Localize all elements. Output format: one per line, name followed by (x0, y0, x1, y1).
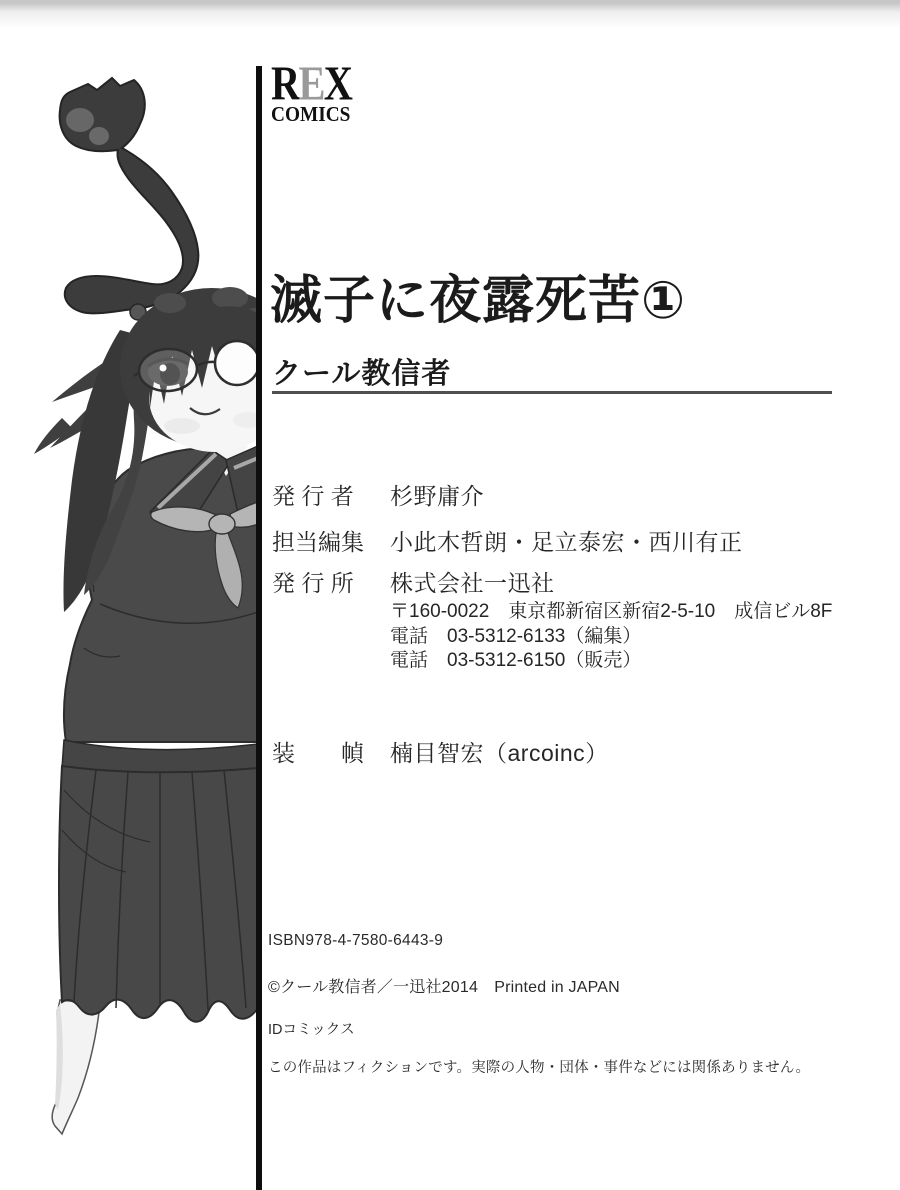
rex-comics-logo (271, 56, 364, 126)
author-name: クール教信者 (272, 358, 452, 390)
colophon-row-binding-design (272, 735, 609, 768)
isbn-text: ISBN978-4-7580-6443-9 (268, 932, 444, 949)
logo-rex-text: REX (271, 56, 352, 111)
row-label: 発 行 所 (272, 570, 354, 596)
character-illustration (0, 0, 258, 1190)
row-label: 担当編集 (272, 529, 364, 555)
vertical-divider (256, 66, 262, 1190)
row-value: 杉野庸介 (390, 483, 484, 509)
colophon-row-publisher (272, 478, 484, 511)
row-value: 株式会社一迅社 (390, 570, 555, 596)
row-value: 小此木哲朗・足立泰宏・西川有正 (390, 529, 743, 555)
row-value: 楠目智宏（arcoinc） (390, 740, 609, 766)
skirt (59, 740, 258, 1022)
book-title: 滅子に夜露死苦① (270, 272, 687, 330)
imprint-text: IDコミックス (268, 1022, 355, 1038)
row-label: 装 幀 (272, 740, 364, 766)
leg (52, 1000, 100, 1134)
ponytail-hair (60, 78, 199, 329)
disclaimer-text: この作品はフィクションです。実際の人物・団体・事件などには関係ありません。 (268, 1060, 811, 1076)
glasses-right-lens (215, 341, 258, 385)
author-underline (272, 391, 832, 394)
colophon-row-editors (272, 524, 743, 557)
copyright-text: ©クール教信者／一迅社2014 Printed in JAPAN (268, 979, 620, 996)
publisher-phone-sales: 電話 03-5312-6150（販売） (390, 650, 642, 671)
logo-comics-text: COMICS (271, 102, 351, 126)
publisher-phone-editorial: 電話 03-5312-6133（編集） (390, 625, 642, 647)
publisher-address: 〒160-0022 東京都新宿区新宿2-5-10 成信ビル8F (390, 601, 833, 622)
colophon-row-publishing-office (272, 565, 555, 598)
publisher-contact-details (390, 600, 832, 674)
row-label: 発 行 者 (272, 483, 354, 509)
